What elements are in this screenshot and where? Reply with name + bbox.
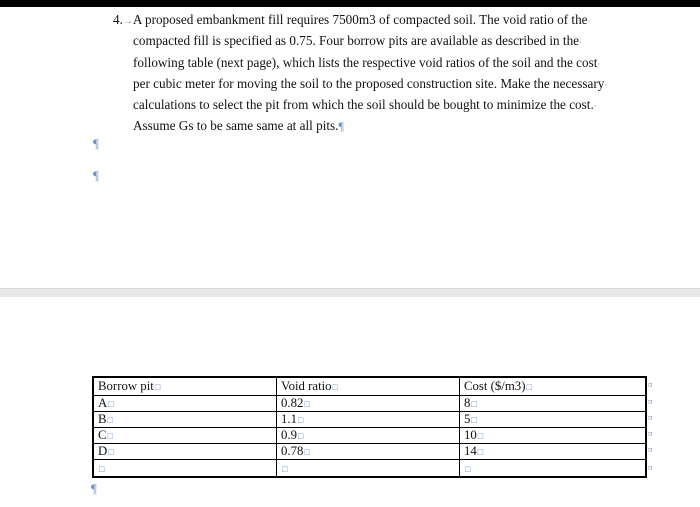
- question-paragraph: [113, 10, 653, 137]
- table-cell[interactable]: Borrow pit□: [93, 377, 276, 396]
- table-cell[interactable]: Cost ($/m3)□: [459, 377, 646, 396]
- table-cell[interactable]: 14□: [459, 444, 646, 460]
- row-end-mark: ¤: [648, 413, 653, 423]
- table-cell[interactable]: 1.1□: [276, 412, 459, 428]
- table-cell[interactable]: □: [276, 460, 459, 478]
- pilcrow-mark: ¶: [91, 481, 97, 496]
- table-cell[interactable]: C□: [93, 428, 276, 444]
- question-line-4: per cubic meter for moving the soil to the proposed construction site. Make the necessary·: [133, 75, 608, 91]
- table-cell[interactable]: □: [459, 460, 646, 478]
- row-end-mark: ¤: [648, 429, 653, 439]
- header-borrow-pit: Borrow pit: [98, 379, 154, 393]
- table-cell[interactable]: 0.82□: [276, 396, 459, 412]
- space-mark: ·: [587, 16, 591, 26]
- table-cell[interactable]: 8□: [459, 396, 646, 412]
- row-end-mark: ¤: [648, 445, 653, 455]
- question-line-1: A proposed embankment fill requires 7500m3 of compacted soil. The void ratio of the: [132, 12, 588, 27]
- pilcrow-mark: ¶: [93, 168, 99, 183]
- row-end-mark: ¤: [648, 397, 653, 407]
- row-end-mark: ¤: [648, 463, 653, 473]
- table-row: [93, 428, 646, 444]
- pilcrow-mark: ¶: [93, 136, 99, 151]
- row-end-mark: ¤: [648, 380, 653, 390]
- question-line-5: calculations to select the pit from which the soil should be bought to minimize the cost.·: [133, 97, 597, 113]
- table-cell[interactable]: □: [93, 460, 276, 478]
- question-line-6: Assume Gs to be same same at all pits.¶: [133, 118, 344, 134]
- table-cell[interactable]: D□: [93, 444, 276, 460]
- table-cell[interactable]: A□: [93, 396, 276, 412]
- borrow-pit-table: [92, 376, 647, 478]
- table-row: [93, 444, 646, 460]
- question-line-2: compacted fill is specified as 0.75. Four borrow pits are available as described in the·: [133, 33, 583, 49]
- table-header-row: [93, 377, 646, 396]
- table-cell[interactable]: B□: [93, 412, 276, 428]
- table-cell[interactable]: 10□: [459, 428, 646, 444]
- table-row: [93, 396, 646, 412]
- table-row-empty: [93, 460, 646, 478]
- header-cost: Cost ($/m3): [463, 379, 526, 393]
- table-row: [93, 412, 646, 428]
- table-cell[interactable]: 0.9□: [276, 428, 459, 444]
- question-number: 4.: [113, 12, 123, 27]
- table-cell[interactable]: Void ratio□: [276, 377, 459, 396]
- header-void-ratio: Void ratio: [280, 379, 332, 393]
- window-top-bar: [0, 0, 700, 7]
- table-cell[interactable]: 0.78□: [276, 444, 459, 460]
- table-cell[interactable]: 5□: [459, 412, 646, 428]
- tab-mark: →: [122, 16, 133, 27]
- question-line-3: following table (next page), which lists the respective void ratios of the soil and the cost·: [133, 54, 601, 70]
